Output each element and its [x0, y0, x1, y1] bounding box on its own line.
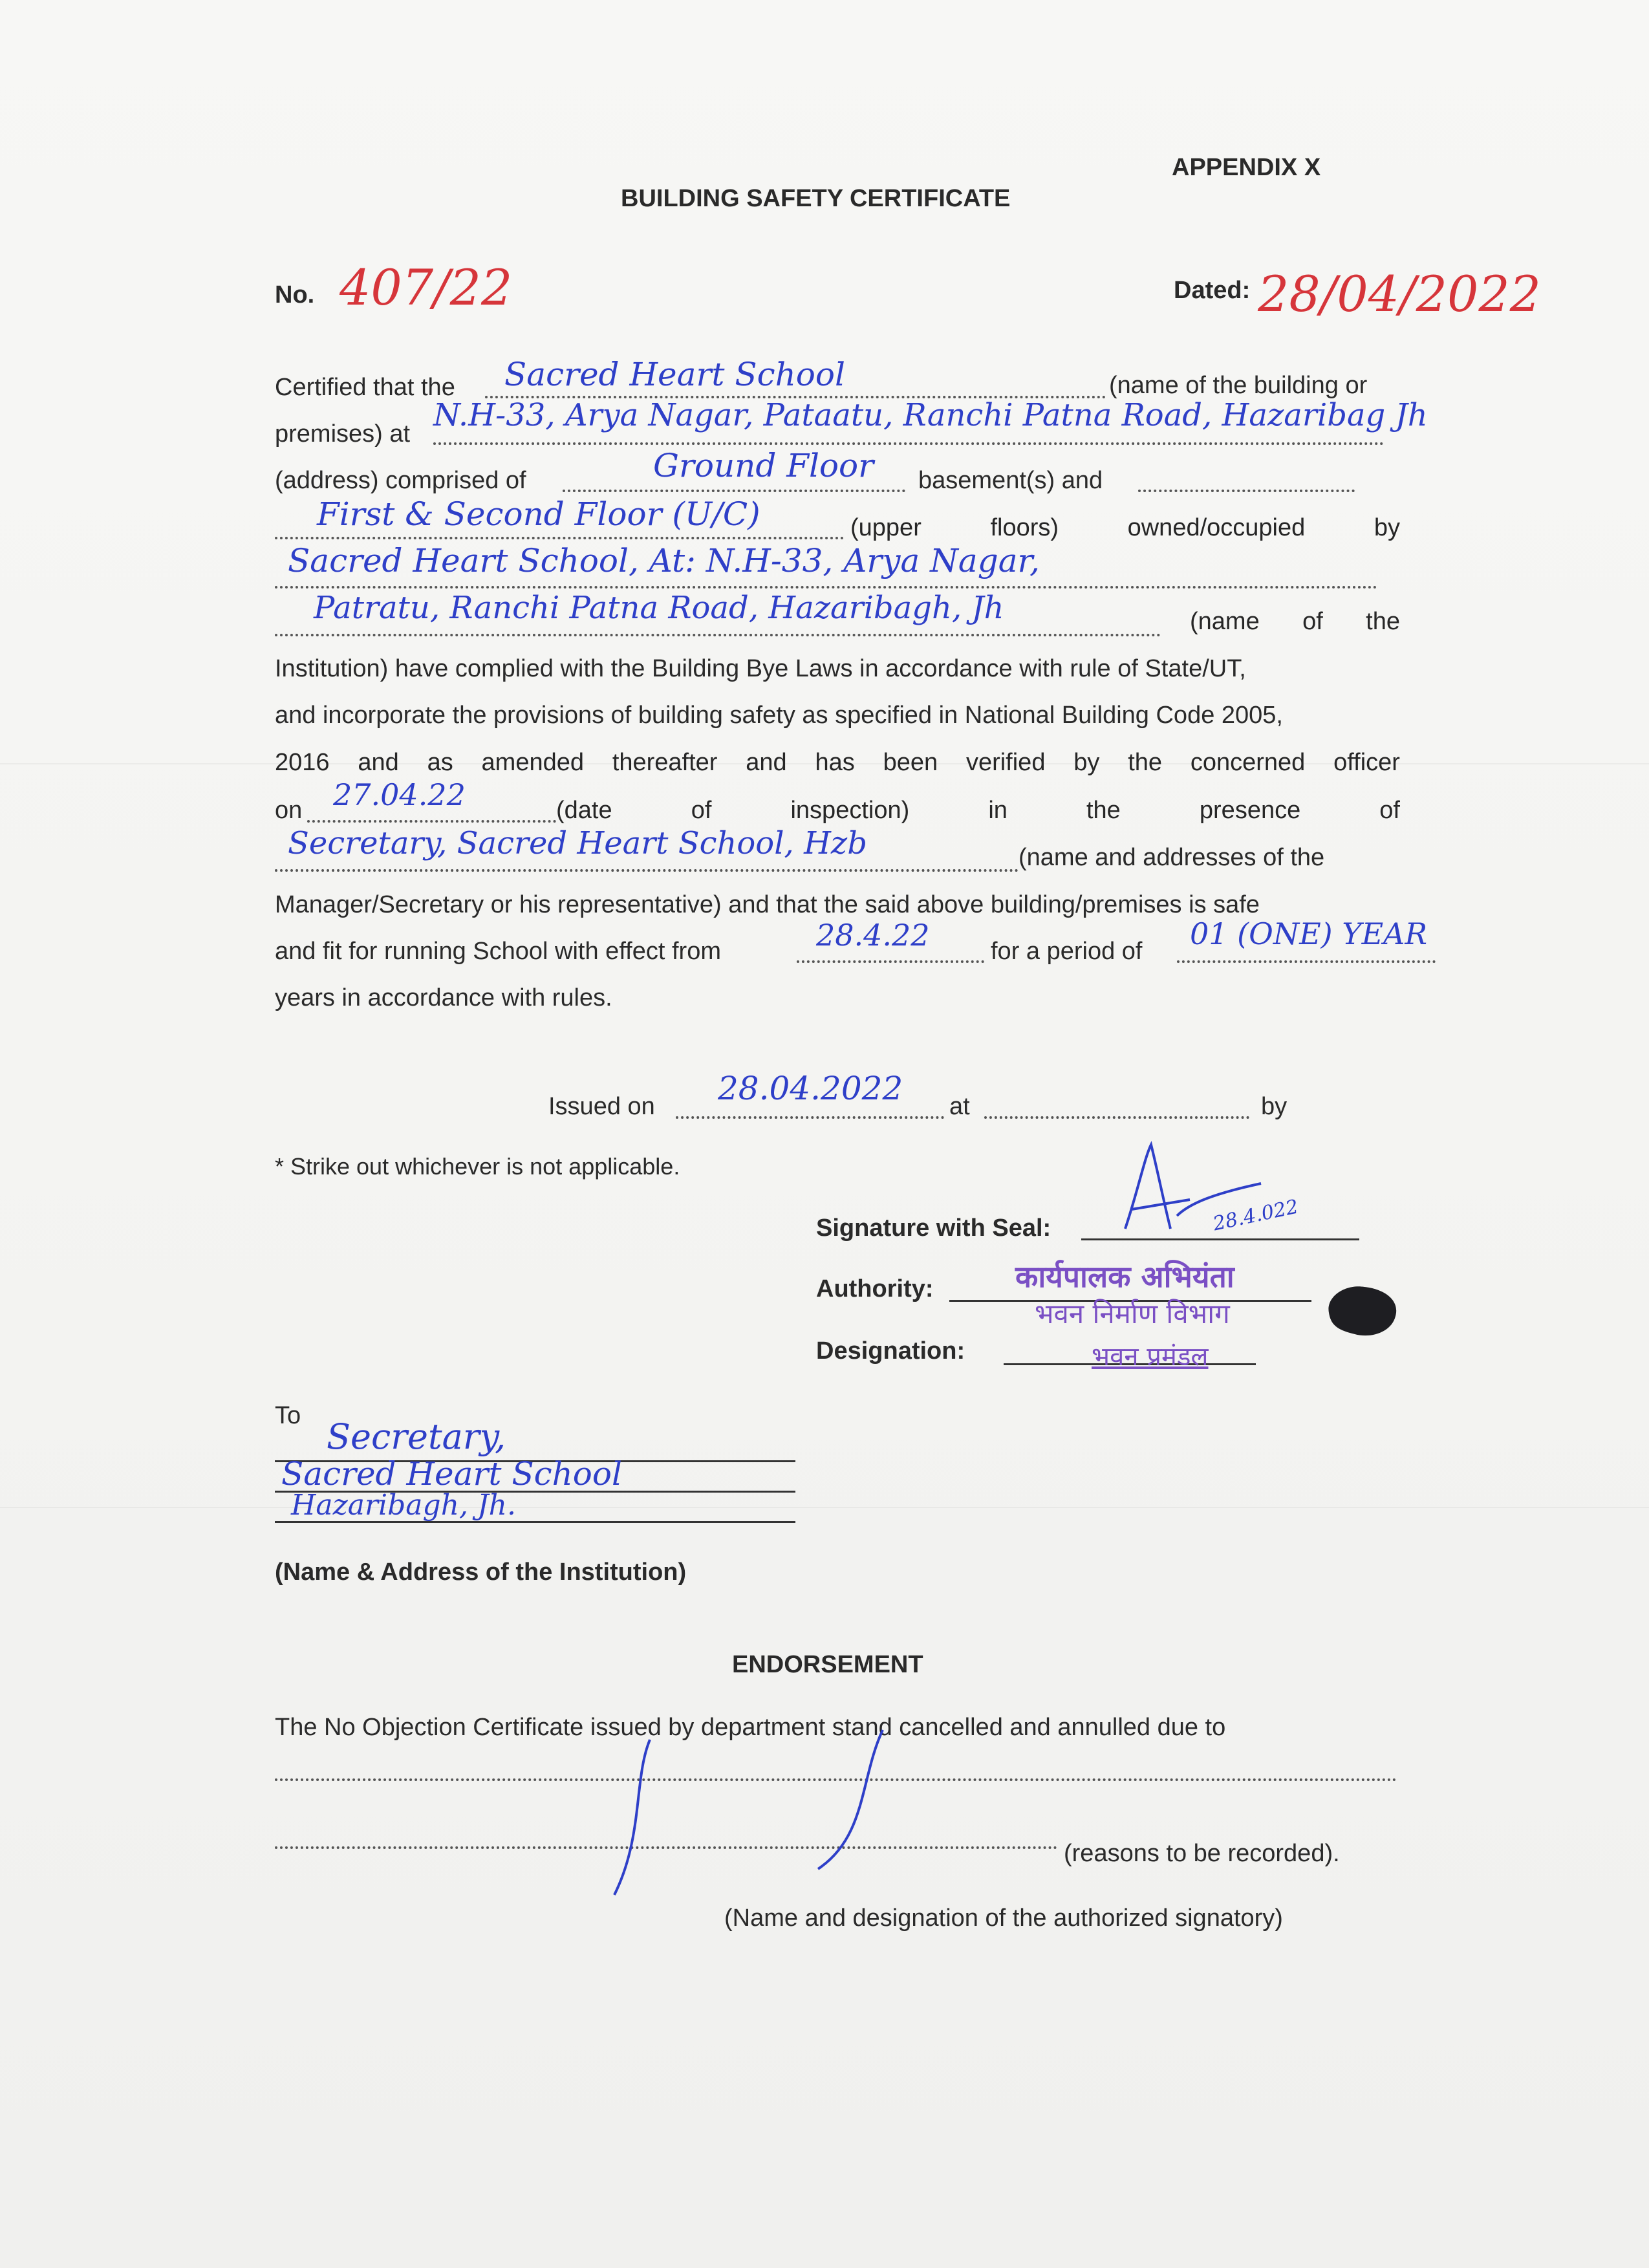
owner-line1-field	[275, 542, 1377, 589]
strike-note: * Strike out whichever is not applicable.	[275, 1153, 680, 1180]
word: floors)	[990, 514, 1059, 541]
designation-stamp: भवन प्रमंडल	[1092, 1342, 1209, 1372]
body-line1-pre: Certified that the	[275, 374, 455, 401]
owner-line1-value: Sacred Heart School, At: N.H-33, Arya Nagar,	[288, 542, 1040, 579]
dated-label: Dated:	[1174, 277, 1251, 304]
body-line12: Manager/Secretary or his representative) and that the said above building/premises is safe	[275, 891, 1260, 918]
word: presence	[1199, 797, 1301, 824]
issued-date-value: 28.04.2022	[718, 1070, 903, 1107]
to-line2-value: Sacred Heart School	[281, 1455, 623, 1493]
issued-at-field	[984, 1081, 1249, 1119]
word: the	[1086, 797, 1121, 824]
word: thereafter	[612, 749, 718, 776]
appendix-label: APPENDIX X	[1172, 154, 1321, 181]
building-name-value: Sacred Heart School	[504, 356, 846, 393]
ground-floor-field	[563, 447, 905, 492]
endorsement-title: ENDORSEMENT	[732, 1651, 923, 1678]
institution-label: (Name & Address of the Institution)	[275, 1559, 687, 1586]
word: inspection)	[790, 797, 910, 824]
owner-line2-value: Patratu, Ranchi Patna Road, Hazaribagh, Jh	[314, 590, 1004, 626]
presence-value: Secretary, Sacred Heart School, Hzb	[288, 825, 867, 861]
period-field	[1177, 916, 1436, 963]
dated-value: 28/04/2022	[1258, 265, 1542, 323]
strike-through-marks	[595, 1707, 931, 1901]
word: officer	[1333, 749, 1400, 776]
to-line3-value: Hazaribagh, Jh.	[291, 1489, 516, 1522]
upper-floors-value: First & Second Floor (U/C)	[317, 495, 760, 533]
word: of	[691, 797, 712, 824]
to-line1-value: Secretary,	[327, 1416, 506, 1457]
issued-by-label: by	[1261, 1093, 1288, 1120]
basement-field	[1138, 456, 1355, 492]
body-line7: Institution) have complied with the Building Bye Laws in accordance with rule of State/UT,	[275, 655, 1246, 682]
word: has	[815, 749, 855, 776]
word: of	[1379, 797, 1400, 824]
word: owned/occupied	[1127, 514, 1306, 541]
paper-fold	[0, 1507, 1649, 1508]
endorsement-text: The No Objection Certificate issued by department stand cancelled and annulled due to	[275, 1714, 1226, 1741]
effect-date-field	[797, 918, 984, 963]
issued-date-field	[676, 1070, 944, 1119]
word: amended	[481, 749, 584, 776]
certificate-title: BUILDING SAFETY CERTIFICATE	[621, 185, 1011, 212]
word: by	[1374, 514, 1400, 541]
number-value: 407/22	[339, 259, 513, 316]
number-label: No.	[275, 281, 315, 308]
word: of	[1302, 608, 1323, 635]
word: verified	[965, 749, 1046, 776]
body-line6-words	[1190, 608, 1400, 636]
body-line11-post: (name and addresses of the	[1018, 844, 1325, 871]
body-line13-mid: for a period of	[991, 938, 1143, 965]
word: (upper	[850, 514, 921, 541]
presence-field	[275, 825, 1018, 872]
body-line4-words	[850, 514, 1400, 542]
word: 2016	[275, 749, 330, 776]
body-line2-pre: premises) at	[275, 420, 411, 448]
effect-date-value: 28.4.22	[816, 918, 930, 953]
body-line10-words	[556, 797, 1400, 825]
address-value: N.H-33, Arya Nagar, Pataatu, Ranchi Patna Road, Hazaribag Jh	[433, 397, 1428, 433]
word: by	[1073, 749, 1100, 776]
body-line3-pre: (address) comprised of	[275, 467, 526, 494]
body-line10-pre: on	[275, 797, 303, 824]
body-line3-mid: basement(s) and	[918, 467, 1103, 494]
word: concerned	[1190, 749, 1306, 776]
word: (name	[1190, 608, 1260, 635]
building-name-field	[485, 356, 1106, 398]
inspection-date-value: 27.04.22	[333, 777, 466, 812]
body-line9	[275, 749, 1400, 777]
signature-date: 28.4.022	[1211, 1195, 1300, 1236]
signature-label: Signature with Seal:	[816, 1215, 1051, 1242]
word: and	[746, 749, 787, 776]
reasons-label: (reasons to be recorded).	[1064, 1840, 1340, 1867]
authorized-label: (Name and designation of the authorized signatory)	[724, 1905, 1283, 1932]
designation-label: Designation:	[816, 1337, 965, 1365]
word: as	[427, 749, 453, 776]
body-line8: and incorporate the provisions of building safety as specified in National Building Code 2005,	[275, 702, 1283, 729]
word: (date	[556, 797, 612, 824]
issued-at-label: at	[949, 1093, 970, 1120]
to-label: To	[275, 1402, 301, 1429]
word: and	[358, 749, 399, 776]
issued-label: Issued on	[548, 1093, 655, 1120]
ground-floor-value: Ground Floor	[653, 447, 874, 484]
period-value: 01 (ONE) YEAR	[1190, 916, 1428, 951]
owner-line2-field	[275, 590, 1161, 636]
body-line1-post: (name of the building or	[1109, 372, 1368, 399]
word: in	[988, 797, 1008, 824]
inspection-date-field	[307, 777, 556, 823]
body-line13-pre: and fit for running School with effect from	[275, 938, 721, 965]
authority-stamp: कार्यपालक अभियंता	[1015, 1259, 1234, 1294]
ink-blot-icon	[1319, 1277, 1403, 1342]
word: been	[883, 749, 938, 776]
authority-label: Authority:	[816, 1275, 934, 1302]
address-field	[433, 397, 1428, 445]
upper-floors-field	[275, 495, 844, 539]
word: the	[1128, 749, 1163, 776]
authority-stamp-dept: भवन निर्माण विभाग	[1035, 1298, 1230, 1330]
word: the	[1366, 608, 1400, 635]
body-line14: years in accordance with rules.	[275, 984, 612, 1011]
